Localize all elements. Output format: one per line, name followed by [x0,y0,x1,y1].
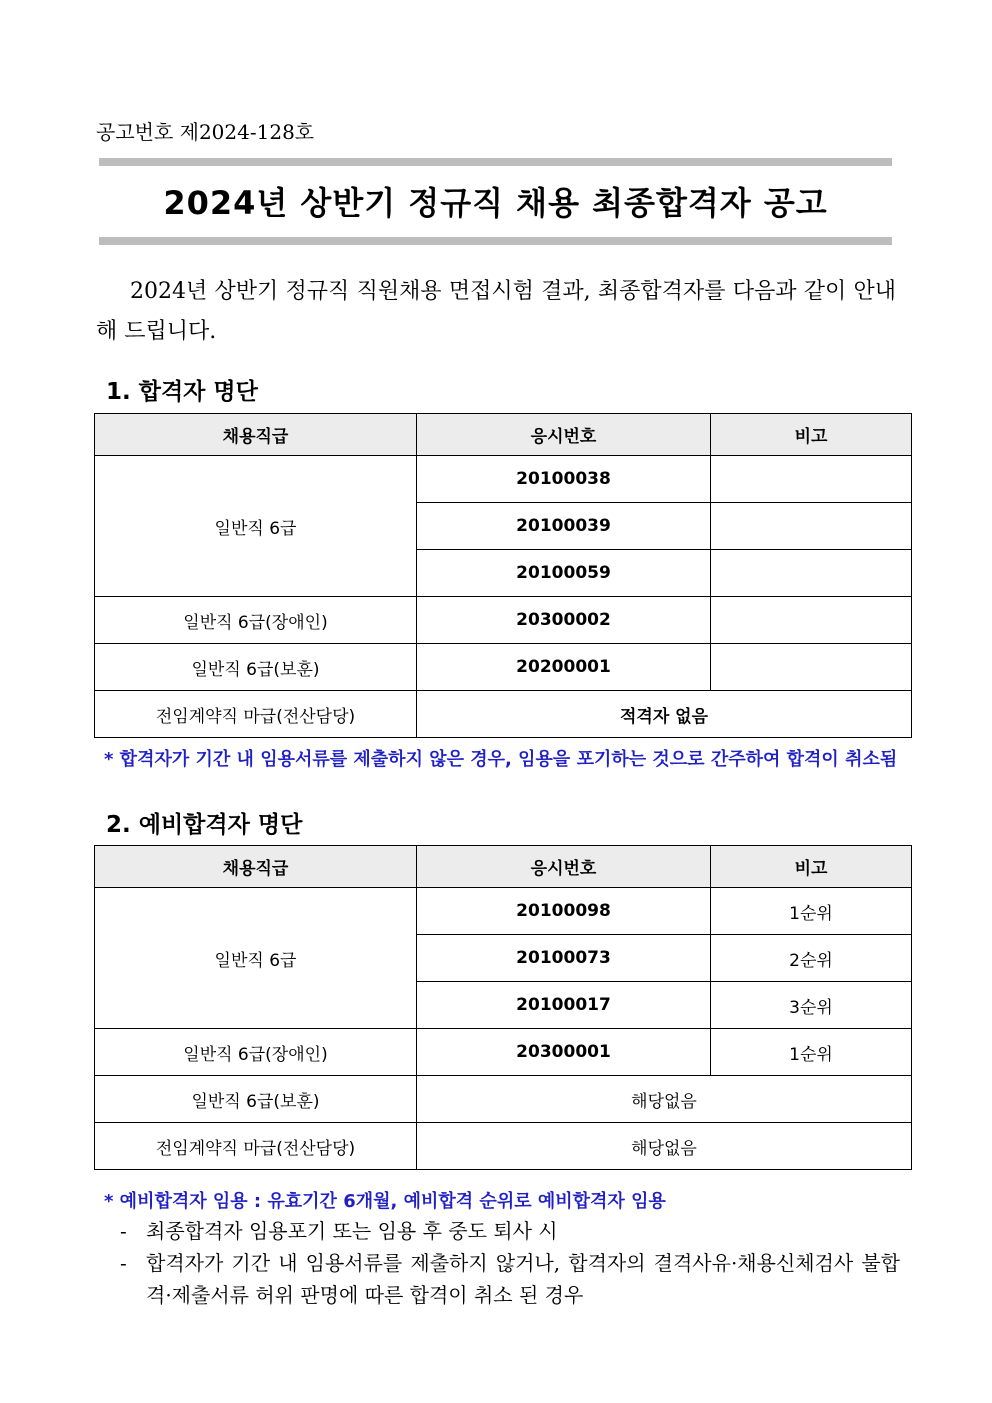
applicant-number-cell: 20100017 [417,982,711,1029]
table-header-row [95,846,912,888]
table-row [95,644,912,691]
section-heading-reserve: 2. 예비합격자 명단 [106,812,303,838]
table-row [95,1076,912,1123]
applicant-number-cell: 20100039 [417,503,711,550]
column-header-number: 응시번호 [417,414,711,456]
section-heading-passers: 1. 합격자 명단 [106,379,258,405]
grade-cell: 일반직 6급 [95,456,417,597]
note-cell [711,456,912,503]
reserve-condition-text: 합격자가 기간 내 임용서류를 제출하지 않거나, 합격자의 결격사유·채용신체검사 불합격·제출서류 허위 판명에 따른 합격이 취소 된 경우 [146,1251,900,1307]
applicant-number-cell: 20100098 [417,888,711,935]
page-title: 2024년 상반기 정규직 채용 최종합격자 공고 [163,184,828,222]
merged-result-cell: 적격자 없음 [417,691,912,738]
grade-cell: 일반직 6급(보훈) [95,1076,417,1123]
rank-cell: 3순위 [711,982,912,1029]
table-row [95,1029,912,1076]
reserve-table [94,845,912,1170]
reserve-condition-item [120,1215,900,1247]
column-header-note: 비고 [711,414,912,456]
passers-table [94,413,912,738]
intro-text: 2024년 상반기 정규직 직원채용 면접시험 결과, 최종합격자를 다음과 같이 안내해 드립니다. [96,279,896,344]
table-row [95,597,912,644]
table-row [95,1123,912,1170]
notice-number: 공고번호 제2024-128호 [96,120,315,144]
reserve-footnote: * 예비합격자 임용 : 유효기간 6개월, 예비합격 순위로 예비합격자 임용 [104,1191,666,1212]
column-header-grade: 채용직급 [95,846,417,888]
title-bottom-rule [99,237,892,245]
grade-cell: 전임계약직 마급(전산담당) [95,691,417,738]
note-cell [711,550,912,597]
dash-marker: - [120,1219,127,1243]
table-row [95,456,912,503]
merged-result-cell: 해당없음 [417,1123,912,1170]
grade-cell: 일반직 6급(보훈) [95,644,417,691]
table-row [95,888,912,935]
column-header-number: 응시번호 [417,846,711,888]
rank-cell: 2순위 [711,935,912,982]
applicant-number-cell: 20200001 [417,644,711,691]
reserve-condition-item [120,1247,900,1311]
applicant-number-cell: 20300001 [417,1029,711,1076]
merged-result-cell: 해당없음 [417,1076,912,1123]
note-cell [711,503,912,550]
rank-cell: 1순위 [711,888,912,935]
dash-marker: - [120,1251,127,1275]
passers-footnote: * 합격자가 기간 내 임용서류를 제출하지 않은 경우, 임용을 포기하는 것으로 간주하여 합격이 취소됨 [104,749,898,770]
table-row [95,691,912,738]
intro-paragraph [96,272,896,352]
applicant-number-cell: 20100073 [417,935,711,982]
grade-cell: 일반직 6급 [95,888,417,1029]
grade-cell: 일반직 6급(장애인) [95,597,417,644]
rank-cell: 1순위 [711,1029,912,1076]
applicant-number-cell: 20100059 [417,550,711,597]
title-top-rule [99,158,892,166]
grade-cell: 일반직 6급(장애인) [95,1029,417,1076]
applicant-number-cell: 20300002 [417,597,711,644]
note-cell [711,644,912,691]
note-cell [711,597,912,644]
reserve-condition-text: 최종합격자 임용포기 또는 임용 후 중도 퇴사 시 [146,1219,558,1243]
table-header-row [95,414,912,456]
grade-cell: 전임계약직 마급(전산담당) [95,1123,417,1170]
applicant-number-cell: 20100038 [417,456,711,503]
column-header-note: 비고 [711,846,912,888]
column-header-grade: 채용직급 [95,414,417,456]
